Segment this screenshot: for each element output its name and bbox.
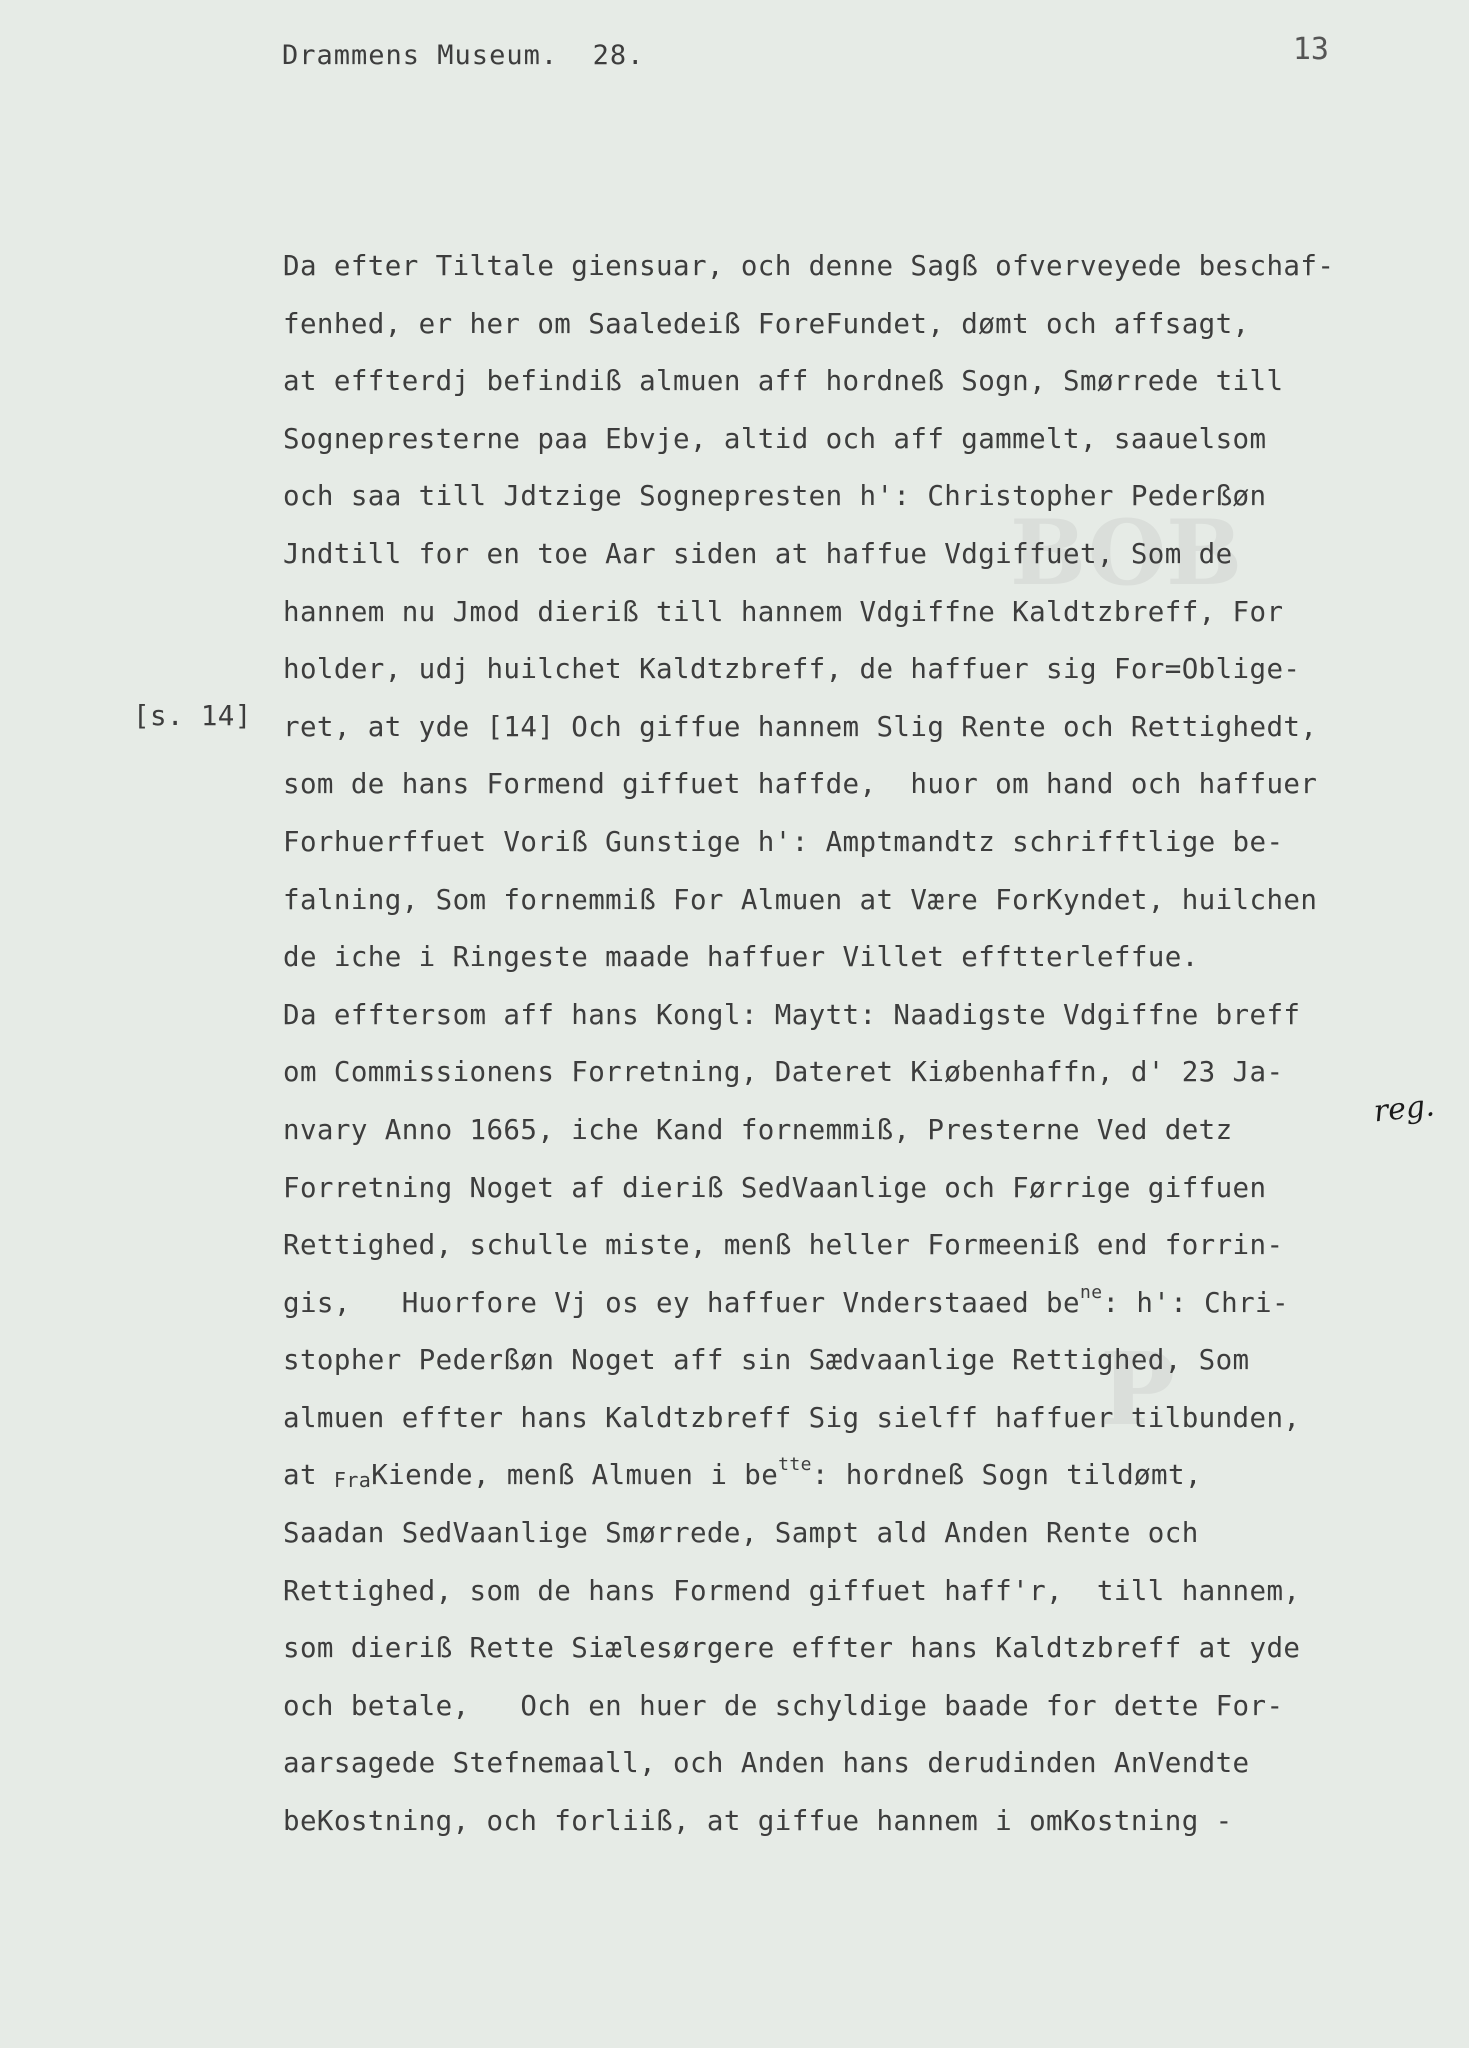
line-text-end: : h': Chri- — [1102, 1286, 1289, 1319]
text-line — [283, 1447, 1343, 1505]
line-text: at — [283, 1459, 334, 1492]
text-line — [283, 526, 1343, 584]
show-through-mark: P — [1100, 1330, 1176, 1448]
text-line — [283, 641, 1343, 699]
line-text-continued: Kiende, menß Almuen i be — [371, 1459, 779, 1492]
line-text: Da efftersom aff hans Kongl: Maytt: Naadigste Vdgiffne breff — [283, 998, 1301, 1031]
line-text: Rettighed, som de hans Formend giffuet haff'r, till hannem, — [283, 1574, 1301, 1607]
line-text: almuen effter hans Kaldtzbreff Sig sielff haffuer tilbunden, — [283, 1401, 1301, 1434]
text-line — [283, 353, 1343, 411]
line-text: fenhed, er her om Saaledeiß ForeFundet, dømt och affsagt, — [283, 307, 1250, 340]
line-text: Forhuerffuet Voriß Gunstige h': Amptmandtz schrifftlige be- — [283, 825, 1284, 858]
text-line — [283, 584, 1343, 642]
handwritten-note — [1372, 1088, 1444, 1136]
text-line — [283, 872, 1343, 930]
text-line — [283, 1160, 1343, 1218]
line-text: Sognepresterne paa Ebvje, altid och aff gammelt, saauelsom — [283, 422, 1267, 455]
superscript-text: tte — [778, 1454, 812, 1476]
line-text: gis, Huorfore Vj os ey haffuer Vnderstaaed be — [283, 1286, 1080, 1319]
text-line — [283, 1505, 1343, 1563]
text-line — [283, 468, 1343, 526]
text-line — [283, 238, 1343, 296]
show-through-mark: BOB — [1010, 500, 1243, 606]
document-header: Drammens Museum. 28. — [282, 40, 645, 71]
line-text: falning, Som fornemmiß For Almuen at Være ForKyndet, huilchen — [283, 883, 1318, 916]
line-text: Jndtill for en toe Aar siden at haffue Vdgiffuet, Som de — [283, 537, 1233, 570]
page-number: 13 — [1292, 32, 1329, 67]
line-text: ret, at yde [14] Och giffue hannem Slig Rente och Rettighedt, — [283, 710, 1318, 743]
text-line — [283, 929, 1343, 987]
text-line — [283, 1678, 1343, 1736]
line-text: Forretning Noget af dieriß SedVaanlige och Førrige giffuen — [283, 1171, 1267, 1204]
handwritten-note-text: reg. — [1372, 1088, 1437, 1130]
text-line — [283, 1102, 1343, 1160]
line-text: om Commissionens Forretning, Dateret Kiøbenhaffn, d' 23 Ja- — [283, 1056, 1284, 1089]
line-text: Rettighed, schulle miste, menß heller Formeeniß end forrin- — [283, 1229, 1284, 1262]
line-text: Da efter Tiltale giensuar, och denne Sagß ofverveyede beschaf- — [283, 250, 1335, 282]
line-text: holder, udj huilchet Kaldtzbreff, de haffuer sig For=Oblige- — [283, 653, 1301, 686]
line-text: beKostning, och forliiß, at giffue hannem i omKostning - — [283, 1805, 1233, 1838]
text-line — [283, 699, 1343, 757]
line-text: som dieriß Rette Siælesørgere effter hans Kaldtzbreff at yde — [283, 1632, 1301, 1665]
line-text: och betale, Och en huer de schyldige baade for dette For- — [283, 1689, 1284, 1722]
text-line — [283, 1332, 1343, 1390]
line-text: och saa till Jdtzige Sognepresten h': Christopher Pederßøn — [283, 480, 1267, 513]
transcription-body — [283, 238, 1343, 1851]
margin-page-reference: [s. 14] — [133, 700, 252, 732]
text-line — [283, 1620, 1343, 1678]
superscript-text: ne — [1079, 1281, 1103, 1303]
text-line — [283, 296, 1343, 354]
line-text: stopher Pederßøn Noget aff sin Sædvaanlige Rettighed, Som — [283, 1344, 1250, 1377]
text-line — [283, 1735, 1343, 1793]
text-line — [283, 1793, 1343, 1851]
text-line — [283, 814, 1343, 872]
line-text: at effterdj befindiß almuen aff hordneß Sogn, Smørrede till — [283, 365, 1284, 398]
text-line — [283, 1563, 1343, 1621]
line-text-end: : hordneß Sogn tildømt, — [811, 1459, 1202, 1492]
text-line — [283, 1044, 1343, 1102]
line-text: Saadan SedVaanlige Smørrede, Sampt ald Anden Rente och — [283, 1517, 1199, 1550]
line-text: som de hans Formend giffuet haffde, huor om hand och haffuer — [283, 768, 1318, 801]
text-line — [283, 1275, 1343, 1333]
text-line — [283, 756, 1343, 814]
line-text: nvary Anno 1665, iche Kand fornemmiß, Presterne Ved detz — [283, 1113, 1233, 1146]
text-line — [283, 1217, 1343, 1275]
line-text: aarsagede Stefnemaall, och Anden hans derudinden AnVendte — [283, 1747, 1250, 1780]
subscript-text: Fra — [333, 1468, 372, 1493]
text-line — [283, 987, 1343, 1045]
line-text: de iche i Ringeste maade haffuer Villet efftterleffue. — [283, 941, 1199, 974]
text-line — [283, 411, 1343, 469]
line-text: hannem nu Jmod dieriß till hannem Vdgiffne Kaldtzbreff, For — [283, 595, 1284, 628]
text-line — [283, 1390, 1343, 1448]
